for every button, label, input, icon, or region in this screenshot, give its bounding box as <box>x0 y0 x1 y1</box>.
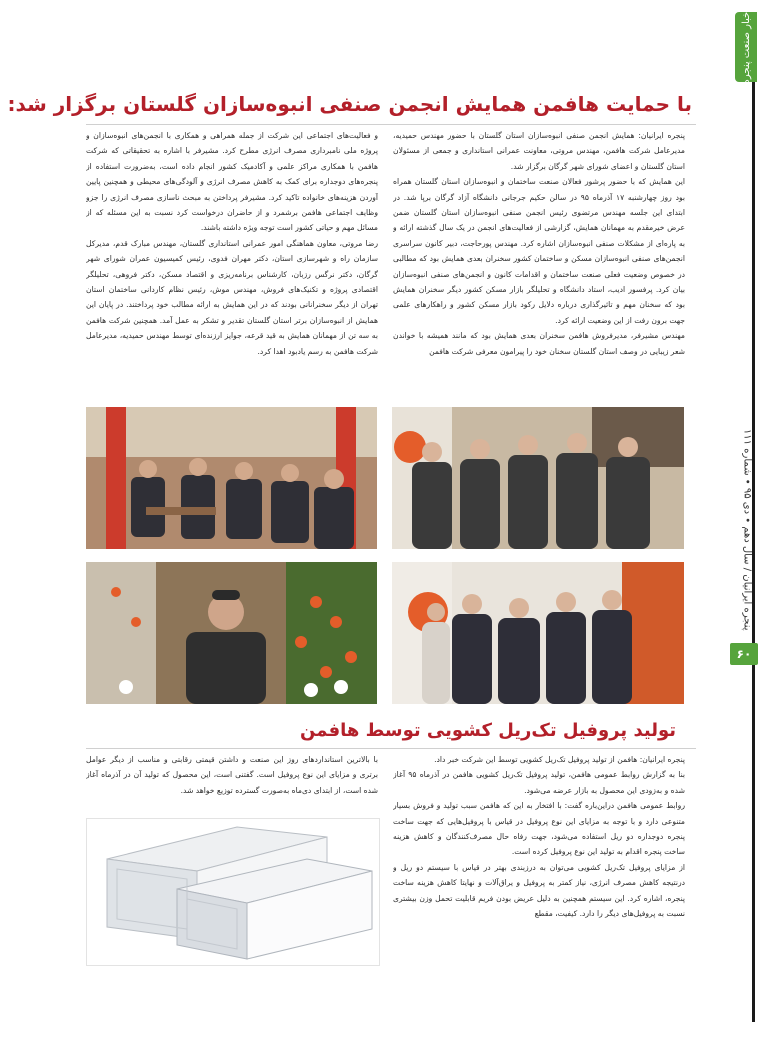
article2-paragraph: روابط عمومی هافمن دراین‌باره گفت: با افتخار به این که هافمن سبب تولید و فروش بسیار متنوعی دارد و با توجه به مزایای این نوع پروفیل در قیاس با پروفیل‌هایی که جهت ساخت پنجره دوجداره دو ریل استفاده می‌شود، جهت رفاه حال مصرف‌کنندگان و کاهش هزینه ساخت پنجره اقدام به تولید این نوع پروفیل کرده است. <box>393 801 685 857</box>
article2-divider <box>86 748 696 749</box>
issue-info-label: پنجره ایرانیان / سال دهم • دی ۹۵ • شماره ۱۱۱ <box>741 429 753 631</box>
photo-panel-seated <box>86 407 377 549</box>
photo-speaker-flowers <box>86 562 377 704</box>
article1-paragraph: مهندس مشیرفر، مدیرفروش هافمن سخنران بعدی همایش بود که مانند همیشه با خواندن شعر زیبایی در وصف استان گلستان سخنان خود را پیرامون معرفی شرکت هافمن <box>393 331 685 356</box>
article1-paragraph: پنجره ایرانیان: همایش انجمن صنفی انبوه‌سازان استان گلستان با حضور مهندس حمیدیه، مدیرعامل شرکت هافمن، مهندس مروتی، معاونت عمرانی استانداری و جمعی از مسئولان استان گلستان و اعضای شورای شهر گرگان برگزار شد. <box>393 131 685 171</box>
article2-paragraph: بنا به گزارش روابط عمومی هافمن، تولید پروفیل تک‌ریل کشویی هافمن در آذرماه ۹۵ آغاز شده و به‌زودی این محصول به بازار عرضه می‌شود. <box>393 770 685 795</box>
article1-paragraph: این همایش که با حضور پرشور فعالان صنعت ساختمان و انبوه‌سازان استان گلستان همراه بود روز چهارشنبه ۱۷ آذرماه ۹۵ در سالن حکیم جرجانی دانشگاه آزاد گرگان برپا شد. در ابتدای این جلسه مهندس مرتضوی رئیس انجمن صنفی انبوه‌سازان استان گلستان ضمن عرض خیرمقدم به مهمانان همایش، گزارشی از فعالیت‌های انجمن در یک سال گذشته ارائه و به پاره‌ای از مشکلات صنفی انبوه‌سازان اشاره کرد. مهندس پورحاجت، دبیر کانون سراسری انجمن‌های صنفی انبوه‌سازان مسکن و ساختمان کشور سخنران بعدی همایش بود که مطالبی در خصوص وضعیت فعلی صنعت ساختمان و اقدامات کانون و انجمن‌های صنفی انبوه‌سازان بیان کرد. پرفسور ادیب، استاد دانشگاه و تحلیلگر بازار مسکن کشور دیگر سخنران همایش بود که سخنان مهم و تاثیرگذاری درباره دلایل رکود بازار مسکن کشور و راهکارهای علمی جهت برون رفت از این وضعیت ارائه کرد. <box>393 177 685 325</box>
article1-divider <box>86 124 696 125</box>
article1-paragraph: و فعالیت‌های اجتماعی این شرکت از جمله همراهی و همکاری با انجمن‌های انبوه‌سازان و پروژه ملی نامبرداری مصرف انرژی مطرح کرد. مشیرفر با اشاره به تحقیقاتی که شرکت هافمن با همکاری مراکز علمی و آکادمیک کشور انجام داده است، به‌ضرورت استفاده از پنجره‌های دوجداره برای کمک به کاهش مصرف انرژی و آلودگی‌های محیطی و همچنین پایین آوردن هزینه‌های خانواده تاکید کرد. مشیرفر پرداختن به مبحث ناسازی مصرف انرژی را جزو وظایف اجتماعی هافمن برشمرد و از حاضران درخواست کرد نسبت به این مسئله که از مسائل مهم و حیاتی کشور است توجه ویژه داشته باشند. <box>86 131 378 233</box>
page-number: ۶۰ <box>730 643 758 665</box>
article2-title: تولید پروفیل تک‌ریل کشویی توسط هافمن <box>300 720 676 741</box>
article1-column-left <box>86 128 378 393</box>
article1-title: با حمایت هافمن همایش انجمن صنفی انبوه‌سازان گلستان برگزار شد: <box>7 92 692 116</box>
article2-column-right <box>393 752 685 977</box>
article1-column-right <box>393 128 685 393</box>
issue-info-strip <box>737 420 757 640</box>
section-tab-label: اخبار صنعت پنجره <box>740 9 752 85</box>
article2-column-left <box>86 752 378 814</box>
article2-paragraph: پنجره ایرانیان: هافمن از تولید پروفیل تک‌ریل کشویی توسط این شرکت خبر داد. <box>434 755 685 764</box>
article2-paragraph: با بالاترین استانداردهای روز این صنعت و داشتن قیمتی رقابتی و مناسب از دیگر عوامل برتری و مزایای این نوع پروفیل است. گفتنی است، این محصول که تولید آن در آذرماه آغاز شده است، از ابتدای دی‌ماه به‌صورت گسترده توزیع خواهد شد. <box>86 755 378 795</box>
article1-paragraph: رضا مروتی، معاون هماهنگی امور عمرانی استانداری گلستان، مهندس مبارک قدم، مدیرکل سازمان راه و شهرسازی استان، دکتر مهران فدوی، رئیس کمیسیون عمران شورای شهر گرگان، دکتر نرگس رزبان، کارشناس برنامه‌ریزی و اقتصاد مسکن، دکتر فروهی، تحلیلگر اقتصادی پروژه و تکنیک‌های فروش، مهندس موش، رئیس نظام کاردانی ساختمان استان تهران از دیگر سخنرانانی بودند که در این همایش به ارائه مطالب خود پرداختند. در پایان این همایش از انبوه‌سازان برتر استان گلستان تقدیر و تشکر به عمل آمد. همچنین شرکت هافمن به سه تن از مهمانان همایش به قید قرعه، جوایز ارزنده‌ای توسط مهندس حمیدیه، مدیرعامل شرکت هافمن به رسم یادبود اهدا کرد. <box>86 238 378 356</box>
photo-group-standing <box>392 407 684 549</box>
photo-group-booth <box>392 562 684 704</box>
article2-paragraph: از مزایای پروفیل تک‌ریل کشویی می‌توان به درزبندی بهتر در قیاس با سیستم دو ریل و درنتیجه کاهش مصرف انرژی، نیاز کمتر به پروفیل و یراق‌آلات و نهایتا کاهش هزینه ساخت پنجره، اشاره کرد. این سیستم همچنین به دلیل عریض بودن فریم قابلیت تحمل وزن بیشتری نسبت به پروفیل‌های دیگر را دارد. کیفیت، مقطع <box>393 862 685 919</box>
section-tab <box>735 9 757 85</box>
upvc-profile-image <box>86 818 380 966</box>
